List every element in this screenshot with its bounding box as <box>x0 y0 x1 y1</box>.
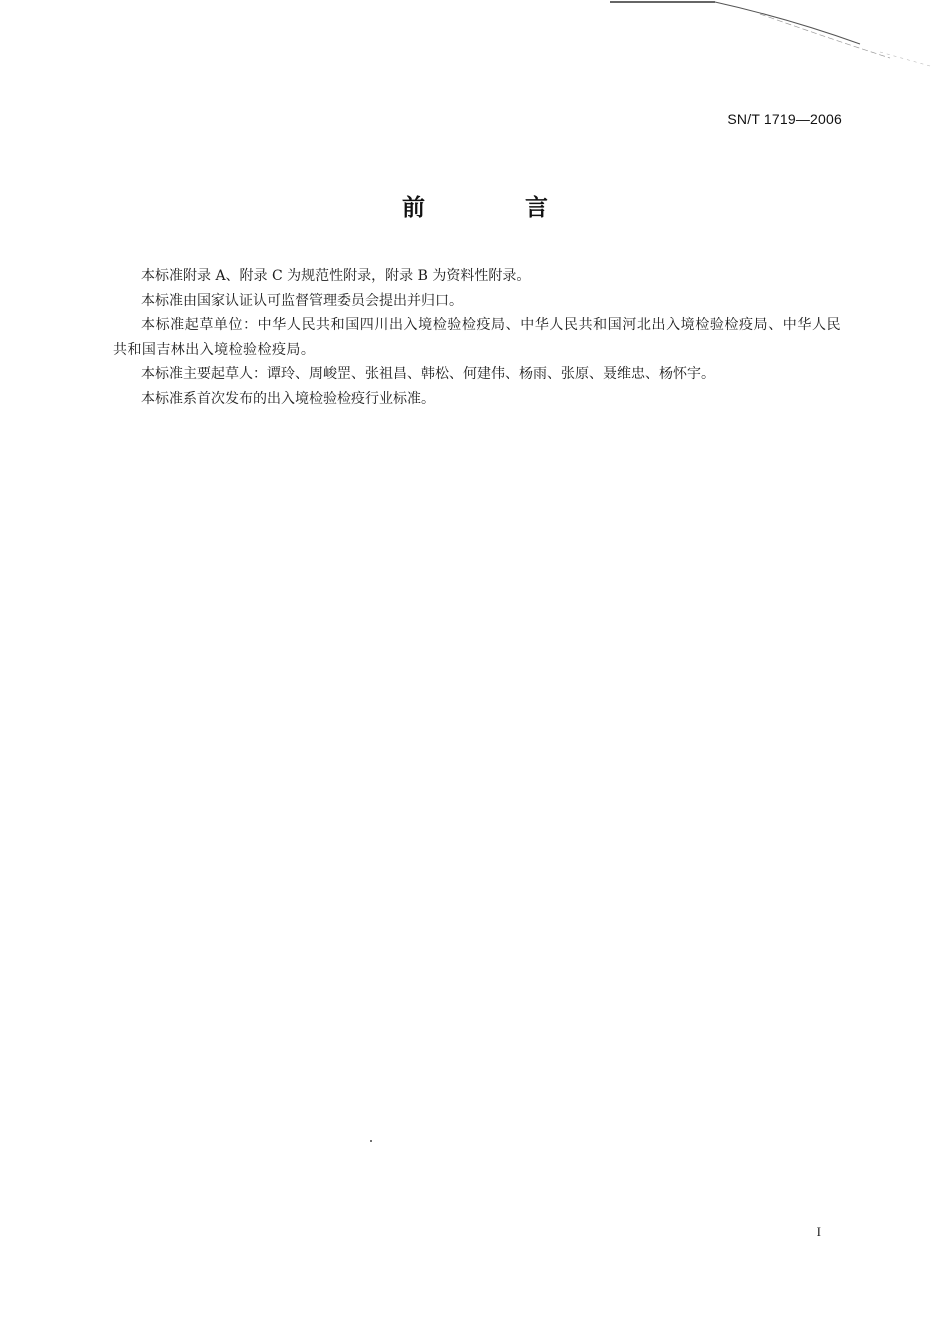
paragraph-proposer: 本标准由国家认证认可监督管理委员会提出并归口。 <box>141 292 463 309</box>
document-code: SN/T 1719—2006 <box>727 111 842 127</box>
page-number: I <box>816 1224 821 1239</box>
preface-body <box>113 264 841 411</box>
scan-speck <box>370 1140 372 1142</box>
scan-edge-marks <box>0 0 950 90</box>
paragraph-first-release: 本标准系首次发布的出入境检验检疫行业标准。 <box>141 390 435 407</box>
page-title: 前 言 <box>401 195 594 221</box>
paragraph-drafters: 本标准主要起草人：谭玲、周峻罡、张祖昌、韩松、何建伟、杨雨、张原、聂维忠、杨怀宇。 <box>141 366 715 382</box>
paragraph-drafting-units: 本标准起草单位：中华人民共和国四川出入境检验检疫局、中华人民共和国河北出入境检验检疫局、中华人民共和国吉林出入境检验检疫局。 <box>113 317 841 358</box>
paragraph-annexes: 本标准附录 A、附录 C 为规范性附录，附录 B 为资料性附录。 <box>141 268 531 284</box>
